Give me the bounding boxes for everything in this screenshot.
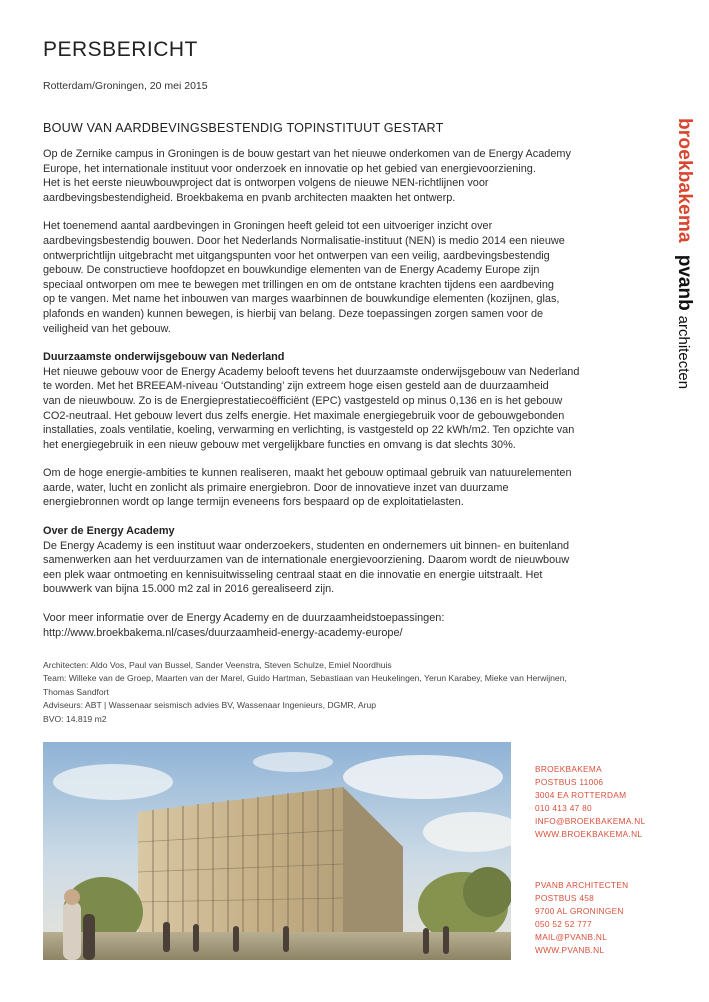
contact-city: 3004 EA ROTTERDAM [535, 790, 627, 801]
contact-postbox: POSTBUS 458 [535, 893, 595, 904]
architecten-logo-text: architecten [675, 315, 692, 390]
page-title: PERSBERICHT [43, 38, 198, 61]
credit-line: Team: Willeke van de Groep, Maarten van der Marel, Guido Hartman, Sebastiaan van Heukelingen, Yerun Karabey, Mieke van Herwijnen, [43, 673, 567, 684]
contact-company: PVANB ARCHITECTEN [535, 880, 629, 890]
paragraph-line: energiebronnen wordt op lange termijn eveneens fors bespaard op de exploitatielasten. [43, 496, 464, 509]
more-info-link[interactable]: http://www.broekbakema.nl/cases/duurzaamheid-energy-academy-europe/ [43, 626, 403, 639]
headline: BOUW VAN AARDBEVINGSBESTENDIG TOPINSTITUUT GESTART [43, 121, 444, 135]
pvanb-logo-text: pvanb [674, 254, 695, 311]
paragraph-line: De Energy Academy is een instituut waar onderzoekers, studenten en ondernemers uit binnen- en buitenland [43, 539, 570, 552]
paragraph-line: aardbevingsbestendig bouwen. Door het Nederlands Normalisatie-instituut (NEN) is medio 2014 een nieuwe [43, 234, 565, 247]
credit-line: Adviseurs: ABT | Wassenaar seismisch advies BV, Wassenaar Ingenieurs, DGMR, Arup [43, 700, 377, 711]
paragraph-line: installaties, zoals ventilatie, koeling, verwarming en verlichting, is vastgesteld op 22 kWh/m2. Ten opzichte van [43, 424, 575, 437]
paragraph-line: op te vangen. Met name het inbouwen van marges waarbinnen de bouwkundige elementen (kozijnen, glas, [43, 293, 560, 306]
section-heading-sustainable: Duurzaamste onderwijsgebouw van Nederland [43, 351, 285, 364]
paragraph-line: Om de hoge energie-ambities te kunnen realiseren, maakt het gebouw optimaal gebruik van natuurelementen [43, 467, 572, 480]
paragraph-line: van de nieuwbouw. Zo is de Energieprestatiecoëfficiënt (EPC) vastgesteld op minus 0,136 en is het gebouw [43, 394, 563, 407]
paragraph-line: Het nieuwe gebouw voor de Energy Academy belooft tevens het duurzaamste onderwijsgebouw van Nederland [43, 365, 580, 378]
paragraph-line: gebouw. De constructieve hoofdopzet en bouwkundige elementen van de Energy Academy Europe zijn [43, 264, 540, 277]
paragraph-line: aardbevingsbestendigheid. Broekbakema en pvanb architecten maakten het ontwerp. [43, 191, 456, 204]
body-text [43, 147, 643, 640]
paragraph-line: een plek waar ontmoeting en kennisuitwisseling centraal staat en die innovatie en energie uitstraalt. Het [43, 568, 543, 581]
contact-broekbakema [535, 763, 645, 842]
contact-website[interactable]: WWW.BROEKBAKEMA.NL [535, 829, 643, 840]
paragraph-line: bouwwerk van bijna 15.000 m2 zal in 2016 gerealiseerd zijn. [43, 583, 335, 596]
paragraph-line: speciaal ontworpen om mee te bewegen met trillingen en om de ontstane krachten tijdens een aardbeving [43, 278, 554, 291]
contact-pvanb [535, 879, 628, 958]
paragraph-line: het energiegebruik in een nieuw gebouw met vergelijkbare functies en omvang is dat slechts 30%. [43, 438, 516, 451]
paragraph-line: Europe, het internationale instituut voor onderzoek en innovatie op het gebied van energievoorziening. [43, 162, 536, 175]
contact-phone: 050 52 52 777 [535, 919, 592, 930]
paragraph-line: te worden. Met het BREEAM-niveau ‘Outstanding’ zijn extreem hoge eisen gesteld aan de duurzaamheid [43, 380, 549, 393]
broekbakema-logo-text: broekbakema [674, 118, 695, 243]
paragraph-line: Het toenemend aantal aardbevingen in Groningen heeft geleid tot een uitvoeriger inzicht over [43, 220, 493, 233]
contact-company: BROEKBAKEMA [535, 764, 602, 774]
project-credits [43, 659, 603, 726]
paragraph-line: samenwerken aan het verduurzamen van de internationale energievoorziening. Daarom wordt de nieuwbouw [43, 554, 570, 567]
brand-logo-vertical [672, 118, 702, 388]
contact-email[interactable]: MAIL@PVANB.NL [535, 932, 608, 943]
paragraph-line: veiligheid van het gebouw. [43, 322, 171, 335]
credit-line: Thomas Sandfort [43, 686, 109, 697]
contact-postbox: POSTBUS 11006 [535, 777, 604, 788]
paragraph-line: Het is het eerste nieuwbouwproject dat is ontworpen volgens de nieuwe NEN-richtlijnen voor [43, 177, 489, 190]
paragraph-line: Voor meer informatie over de Energy Academy en de duurzaamheidstoepassingen: [43, 612, 445, 625]
credit-line: Architecten: Aldo Vos, Paul van Bussel, Sander Veenstra, Steven Schulze, Emiel Noordhuis [43, 660, 392, 670]
contact-website[interactable]: WWW.PVANB.NL [535, 945, 605, 956]
dateline: Rotterdam/Groningen, 20 mei 2015 [43, 80, 208, 92]
building-rendering-image [43, 742, 511, 960]
contact-phone: 010 413 47 80 [535, 803, 592, 814]
contact-city: 9700 AL GRONINGEN [535, 906, 624, 917]
section-heading-about: Over de Energy Academy [43, 525, 175, 538]
paragraph-line: ontwerprichtlijn uitgebracht met uitgangspunten voor het ontwerpen van een veilig, aardbevingsbestendig [43, 249, 550, 262]
credit-line: BVO: 14.819 m2 [43, 713, 107, 724]
paragraph-line: CO2-neutraal. Het gebouw levert dus zelfs energie. Het maximale energiegebruik voor de gebouwgebonden [43, 409, 565, 422]
paragraph-line: Op de Zernike campus in Groningen is de bouw gestart van het nieuwe onderkomen van de Energy Academy [43, 148, 571, 160]
paragraph-line: plafonds en wanden) kunnen bewegen, is hierbij van belang. Deze toepassingen zorgen samen voor de [43, 307, 544, 320]
paragraph-line: aarde, water, lucht en zonlicht als primaire energiebron. Door de innovatieve inzet van duurzame [43, 481, 509, 494]
contact-email[interactable]: INFO@BROEKBAKEMA.NL [535, 816, 646, 827]
